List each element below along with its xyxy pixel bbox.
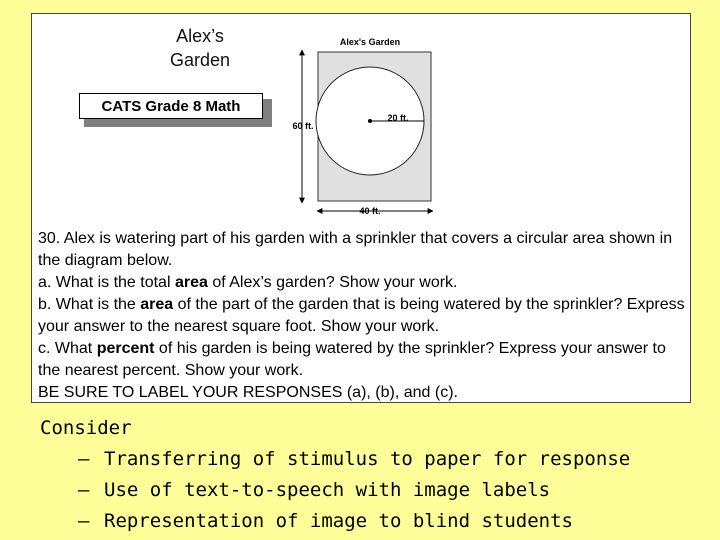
width-label: 40 ft.: [359, 206, 381, 216]
part-b-text: b. What is the: [38, 296, 141, 313]
diagram-title: Alex's Garden: [339, 37, 401, 47]
consider-item-text: Representation of image to blind students: [104, 510, 573, 532]
part-a-bold: area: [174, 274, 208, 291]
height-label: 60 ft.: [292, 121, 314, 131]
part-c-text: c. What: [38, 340, 97, 357]
radius-label: 20 ft.: [387, 113, 409, 123]
question-part-a: [38, 272, 688, 294]
slide-title: Alex’s Garden: [169, 26, 231, 70]
question-part-b: [38, 294, 688, 338]
question-intro: 30. Alex is watering part of his garden with a sprinkler that covers a circular area shown in the diagram below.: [38, 230, 673, 269]
part-b-text-end: of the part of the garden that is being watered by the sprinkler? Express your answer to the nearest square foot. Show your work.: [38, 296, 685, 335]
bullet-dash: –: [78, 479, 90, 501]
part-c-text-end: of his garden is being watered by the sprinkler? Express your answer to the nearest percent. Show your work.: [38, 340, 666, 379]
part-c-bold: percent: [96, 340, 155, 357]
part-a-text: a. What is the total: [38, 274, 175, 291]
bullet-dash: –: [78, 510, 90, 532]
consider-item: [78, 506, 630, 537]
consider-item: [78, 444, 630, 475]
consider-item-text: Transferring of stimulus to paper for response: [104, 448, 631, 470]
question-part-c: [38, 338, 688, 382]
consider-list: [40, 444, 630, 537]
part-a-text-end: of Alex’s garden? Show your work.: [207, 274, 458, 291]
consider-item-text: Use of text-to-speech with image labels: [104, 479, 551, 501]
consider-section: [40, 413, 630, 537]
consider-item: [78, 475, 630, 506]
question-text: [38, 228, 688, 404]
circle-center-dot: [368, 119, 372, 123]
part-b-bold: area: [140, 296, 174, 313]
cats-badge: CATS Grade 8 Math: [79, 93, 263, 119]
bullet-dash: –: [78, 448, 90, 470]
consider-heading: Consider: [40, 417, 132, 439]
label-instruction: BE SURE TO LABEL YOUR RESPONSES (a), (b), and (c).: [38, 384, 458, 401]
